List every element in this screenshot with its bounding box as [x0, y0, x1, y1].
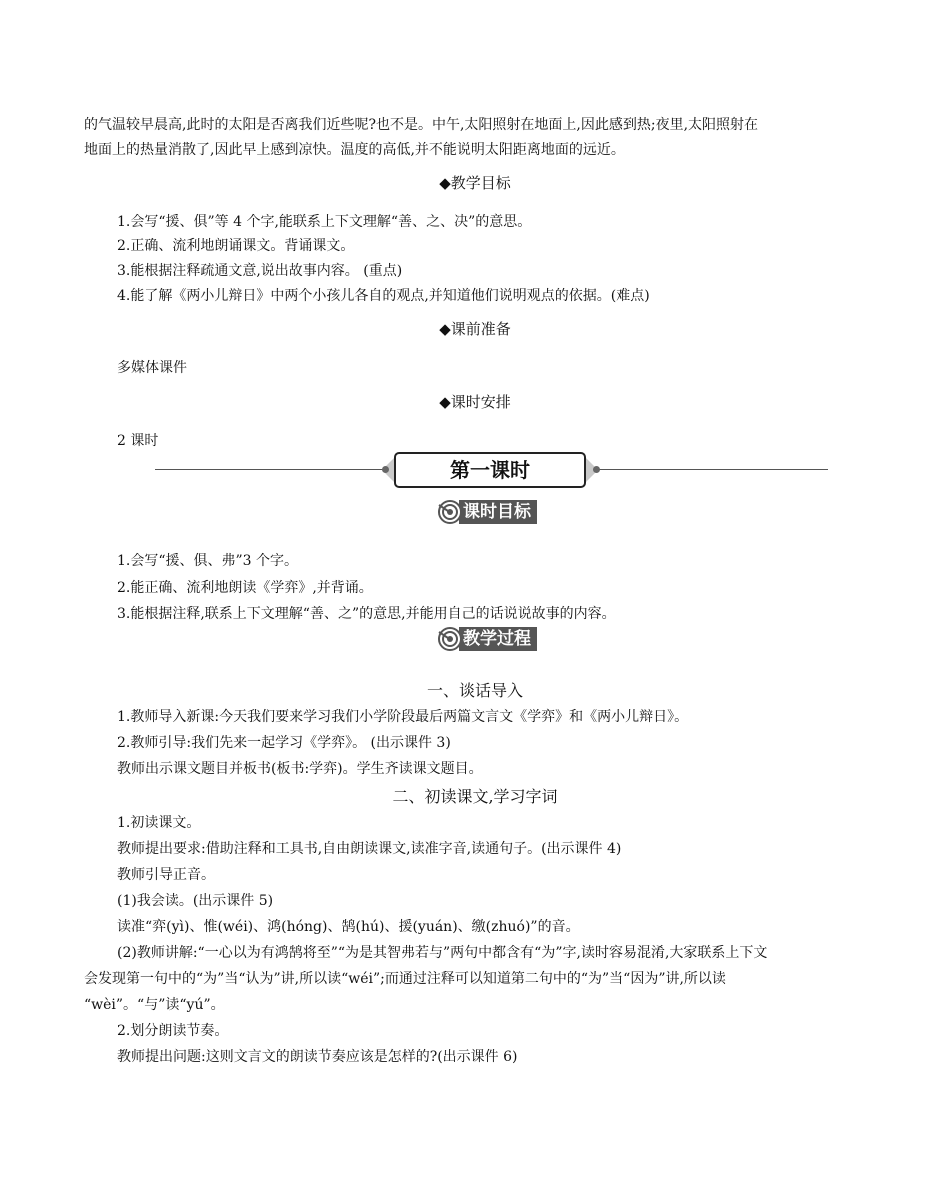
target-icon: [437, 499, 463, 525]
section-2-line: 1.初读课文。: [117, 815, 201, 831]
goals-heading: ◆教学目标: [439, 174, 511, 192]
section-1-line: 教师出示课文题目并板书(板书:学弈)。学生齐读课文题目。: [117, 761, 483, 777]
lesson-goal-item: 1.会写“援、俱、弗”3 个字。: [117, 553, 299, 569]
section-2-line: 会发现第一句中的“为”当“认为”讲,所以读“wéi”;而通过注释可以知道第二句中的“为”当“因为”讲,所以读: [84, 971, 726, 987]
prep-text: 多媒体课件: [117, 360, 187, 376]
goal-item: 3.能根据注释疏通文意,说出故事内容。 (重点): [117, 263, 403, 279]
schedule-heading: ◆课时安排: [439, 393, 511, 411]
banner-line-right: [596, 469, 828, 470]
goal-item: 4.能了解《两小儿辩日》中两个小孩儿各自的观点,并知道他们说明观点的依据。(难点): [117, 288, 650, 304]
schedule-text: 2 课时: [117, 433, 159, 449]
intro-line-2: 地面上的热量消散了,因此早上感到凉快。温度的高低,并不能说明太阳距离地面的远近。: [84, 142, 625, 158]
lesson-goals-tag-label: 课时目标: [459, 500, 537, 524]
banner-dot-right: [593, 466, 600, 473]
lesson-goals-tag: [437, 499, 537, 525]
goal-item: 2.正确、流利地朗诵课文。背诵课文。: [117, 238, 355, 254]
intro-line-1: 的气温较早晨高,此时的太阳是否离我们近些呢?也不是。中午,太阳照射在地面上,因此感到热;夜里,太阳照射在: [84, 117, 759, 133]
section-2-line: 2.划分朗读节奏。: [117, 1023, 229, 1039]
section-2-title: 二、初读课文,学习字词: [392, 787, 558, 806]
section-1-line: 1.教师导入新课:今天我们要来学习我们小学阶段最后两篇文言文《学弈》和《两小儿辩日》。: [117, 709, 689, 725]
section-2-line: “wèi”。“与”读“yú”。: [84, 997, 225, 1013]
section-2-line: 教师提出问题:这则文言文的朗读节奏应该是怎样的?(出示课件 6): [117, 1049, 518, 1065]
lesson-goal-item: 2.能正确、流利地朗读《学弈》,并背诵。: [117, 580, 373, 596]
section-2-line: 教师引导正音。: [117, 867, 215, 883]
section-2-line: 教师提出要求:借助注释和工具书,自由朗读课文,读准字音,读通句子。(出示课件 4): [117, 841, 622, 857]
target-icon: [437, 626, 463, 652]
section-2-line: 读准“弈(yì)、惟(wéi)、鸿(hóng)、鹄(hú)、援(yuán)、缴(zhuó)”的音。: [117, 919, 580, 935]
banner-line-left: [155, 469, 385, 470]
prep-heading: ◆课前准备: [439, 320, 511, 338]
section-2-line: (1)我会读。(出示课件 5): [117, 893, 274, 909]
process-tag: [437, 626, 537, 652]
goal-item: 1.会写“援、俱”等 4 个字,能联系上下文理解“善、之、决”的意思。: [117, 214, 532, 230]
lesson-banner: 第一课时: [394, 452, 586, 488]
section-2-line: (2)教师讲解:“一心以为有鸿鹄将至”“为是其智弗若与”两句中都含有“为”字,读时容易混淆,大家联系上下文: [117, 945, 768, 961]
process-tag-label: 教学过程: [459, 627, 537, 651]
lesson-goal-item: 3.能根据注释,联系上下文理解“善、之”的意思,并能用自己的话说说故事的内容。: [117, 606, 616, 622]
section-1-title: 一、谈话导入: [426, 681, 523, 700]
section-1-line: 2.教师引导:我们先来一起学习《学弈》。 (出示课件 3): [117, 735, 451, 751]
banner-dot-left: [382, 466, 389, 473]
